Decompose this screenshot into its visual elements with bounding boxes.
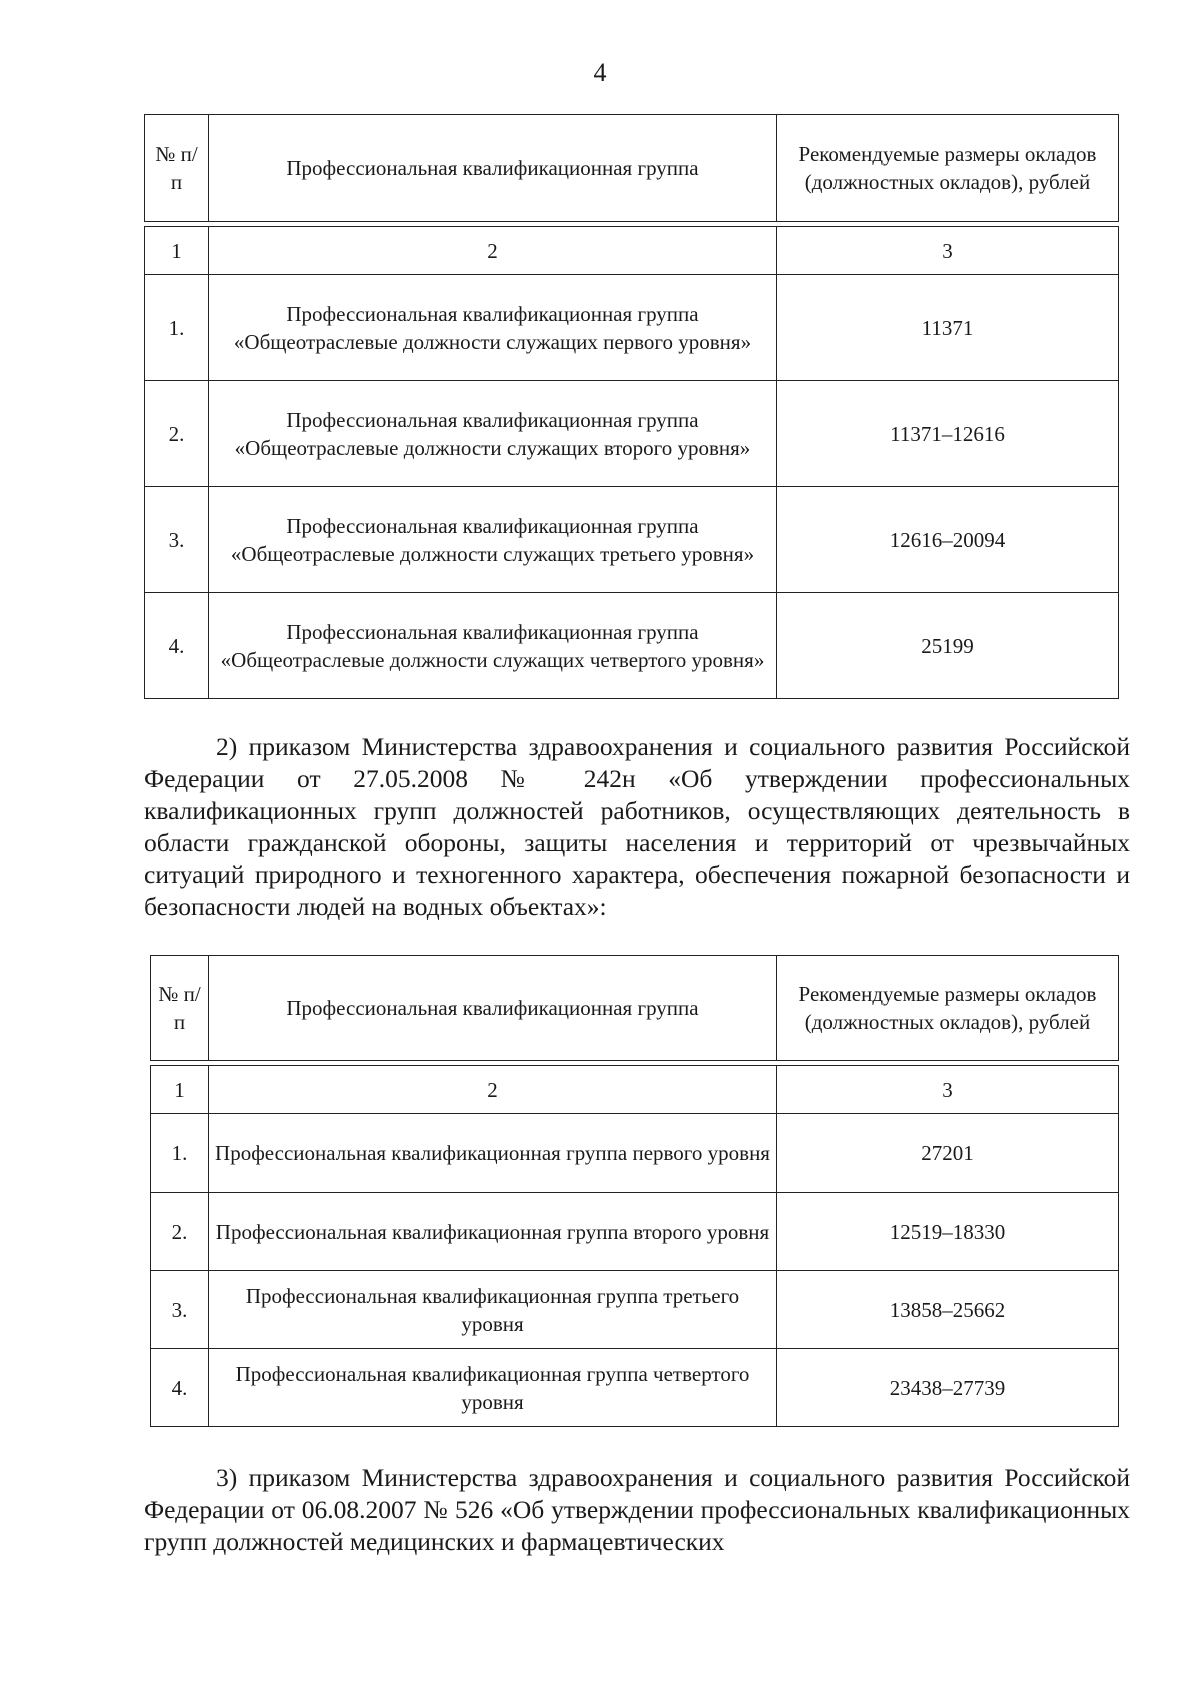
- table-row: [145, 487, 1119, 593]
- table-row: [151, 1114, 1119, 1193]
- row-salary: 11371–12616: [777, 381, 1119, 487]
- table-row: [151, 1193, 1119, 1271]
- row-number: 2.: [151, 1193, 209, 1271]
- row-group: Профессиональная квалификационная группа «Общеотраслевые должности служащих первого уровня»: [209, 275, 777, 381]
- column-number: 3: [777, 1066, 1119, 1114]
- column-number: 2: [209, 227, 777, 275]
- row-number: 1.: [145, 275, 209, 381]
- row-group: Профессиональная квалификационная группа первого уровня: [209, 1114, 777, 1193]
- row-salary: 25199: [777, 593, 1119, 699]
- row-number: 3.: [145, 487, 209, 593]
- header-group: Профессиональная квалификационная группа: [209, 956, 777, 1061]
- column-number-row: [151, 1066, 1119, 1114]
- table-row: [151, 1349, 1119, 1427]
- row-number: 4.: [151, 1349, 209, 1427]
- row-group: Профессиональная квалификационная группа третьего уровня: [209, 1271, 777, 1349]
- header-number: № п/п: [151, 956, 209, 1061]
- header-group: Профессиональная квалификационная группа: [209, 115, 777, 222]
- column-number: 1: [151, 1066, 209, 1114]
- row-group: Профессиональная квалификационная группа «Общеотраслевые должности служащих четвертого уровня»: [209, 593, 777, 699]
- table-row: [151, 1271, 1119, 1349]
- row-salary: 11371: [777, 275, 1119, 381]
- table-row: [145, 275, 1119, 381]
- salary-table-2: [150, 955, 1119, 1427]
- row-salary: 12616–20094: [777, 487, 1119, 593]
- page-number: 4: [593, 58, 607, 87]
- column-number: 3: [777, 227, 1119, 275]
- row-group: Профессиональная квалификационная группа «Общеотраслевые должности служащих второго уровня»: [209, 381, 777, 487]
- row-number: 1.: [151, 1114, 209, 1193]
- row-salary: 27201: [777, 1114, 1119, 1193]
- row-number: 3.: [151, 1271, 209, 1349]
- table-header-row: [151, 956, 1119, 1061]
- row-salary: 13858–25662: [777, 1271, 1119, 1349]
- row-number: 4.: [145, 593, 209, 699]
- header-number: № п/п: [145, 115, 209, 222]
- header-salary: Рекомендуемые размеры окладов (должностных окладов), рублей: [777, 115, 1119, 222]
- table-row: [145, 381, 1119, 487]
- table-row: [145, 593, 1119, 699]
- row-group: Профессиональная квалификационная группа четвертого уровня: [209, 1349, 777, 1427]
- paragraph-2: 2) приказом Министерства здравоохранения и социального развития Российской Федерации от 27.05.2008 № 242н «Об утверждении профессиональных квалификационных групп должностей работников, осуществляющих деятельность в области гражданской обороны, защиты населения и территорий от чрезвычайных ситуаций природного и техногенного характера, обеспечения пожарной безопасности и безопасности людей на водных объектах»:: [144, 732, 1130, 921]
- column-number: 2: [209, 1066, 777, 1114]
- column-number-row: [145, 227, 1119, 275]
- row-number: 2.: [145, 381, 209, 487]
- header-salary: Рекомендуемые размеры окладов (должностных окладов), рублей: [777, 956, 1119, 1061]
- row-group: Профессиональная квалификационная группа второго уровня: [209, 1193, 777, 1271]
- paragraph-3: 3) приказом Министерства здравоохранения и социального развития Российской Федерации от 06.08.2007 № 526 «Об утверждении профессиональных квалификационных групп должностей медицинских и фармацевтических: [144, 1463, 1130, 1556]
- table-header-row: [145, 115, 1119, 222]
- salary-table-1: [144, 114, 1119, 699]
- row-salary: 12519–18330: [777, 1193, 1119, 1271]
- row-salary: 23438–27739: [777, 1349, 1119, 1427]
- row-group: Профессиональная квалификационная группа «Общеотраслевые должности служащих третьего уровня»: [209, 487, 777, 593]
- column-number: 1: [145, 227, 209, 275]
